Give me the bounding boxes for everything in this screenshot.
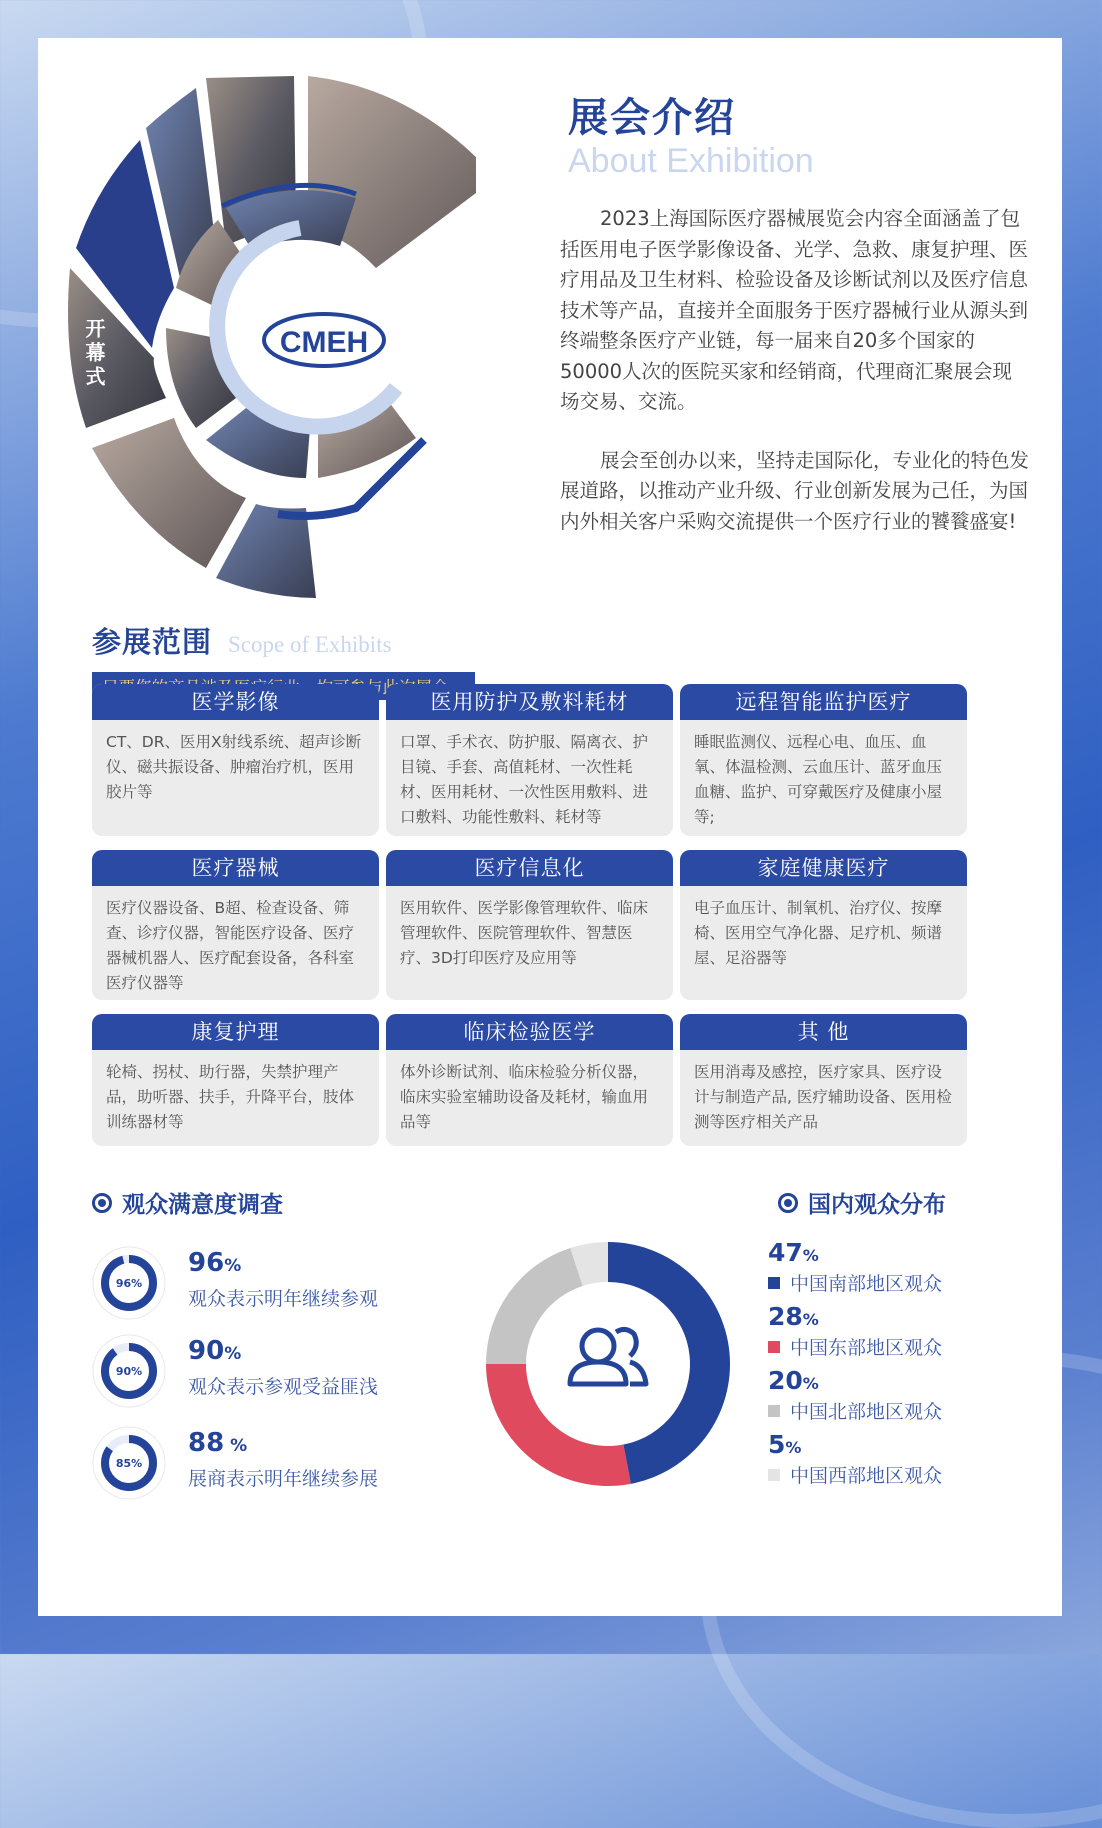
legend-swatch bbox=[768, 1405, 780, 1417]
category-text: 电子血压计、制氧机、治疗仪、按摩椅、医用空气净化器、足疗机、频谱屋、足浴器等 bbox=[694, 899, 943, 967]
category-text: 睡眠监测仪、远程心电、血压、血氧、体温检测、云血压计、蓝牙血压血糖、监护、可穿戴医疗及健康小屋等; bbox=[694, 733, 943, 826]
category-title: 医用防护及敷料耗材 bbox=[386, 684, 673, 720]
svg-text:85%: 85% bbox=[115, 1457, 143, 1470]
intro-paragraph: 展会至创办以来，坚持走国际化，专业化的特色发展道路，以推动产业升级、行业创新发展为己任，为国内外相关客户采购交流提供一个医疗行业的饕餮盛宴! bbox=[560, 448, 1030, 533]
category-box bbox=[680, 684, 967, 836]
legend-swatch bbox=[768, 1341, 780, 1353]
legend-item bbox=[768, 1238, 942, 1296]
svg-text:90%: 90% bbox=[115, 1365, 143, 1378]
category-text: 轮椅、拐杖、助行器，失禁护理产品，助听器、扶手，升降平台，肢体训练器材等 bbox=[106, 1063, 355, 1131]
category-box bbox=[92, 1014, 379, 1146]
category-title: 医疗信息化 bbox=[386, 850, 673, 886]
category-title: 家庭健康医疗 bbox=[680, 850, 967, 886]
legend-swatch bbox=[768, 1469, 780, 1481]
scope-subtitle: Scope of Exhibits bbox=[228, 632, 392, 657]
category-text: 体外诊断试剂、临床检验分析仪器，临床实验室辅助设备及耗材，输血用品等 bbox=[400, 1063, 649, 1131]
cmeh-logo-text: CMEH bbox=[279, 326, 369, 359]
category-box bbox=[680, 850, 967, 1000]
opening-label: 开幕式 bbox=[82, 318, 106, 390]
category-title: 其 他 bbox=[680, 1014, 967, 1050]
donut-slice bbox=[608, 1242, 730, 1484]
donut-slice bbox=[486, 1248, 583, 1364]
page-title: 展会介绍 bbox=[568, 95, 736, 141]
category-text: 医用软件、医学影像管理软件、临床管理软件、医院管理软件、智慧医疗、3D打印医疗及应用等 bbox=[400, 899, 649, 967]
legend-item bbox=[768, 1302, 942, 1360]
legend-label: 中国南部地区观众 bbox=[768, 1269, 942, 1296]
satisfaction-value: 88 % bbox=[188, 1428, 248, 1458]
photo-wheel bbox=[56, 68, 476, 628]
category-title: 临床检验医学 bbox=[386, 1014, 673, 1050]
category-box bbox=[386, 850, 673, 1000]
category-box bbox=[386, 684, 673, 836]
category-box bbox=[680, 1014, 967, 1146]
category-box bbox=[92, 850, 379, 1000]
category-box bbox=[386, 1014, 673, 1146]
bullet-icon bbox=[92, 1193, 112, 1213]
satisfaction-label: 观众表示明年继续参观 bbox=[188, 1288, 379, 1310]
distribution-donut-chart bbox=[478, 1234, 738, 1494]
legend-value: 20% bbox=[768, 1366, 819, 1395]
legend-item bbox=[768, 1430, 942, 1488]
page-subtitle: About Exhibition bbox=[568, 142, 814, 180]
distribution-title: 国内观众分布 bbox=[778, 1186, 946, 1219]
intro-text bbox=[560, 204, 1030, 565]
legend-swatch bbox=[768, 1277, 780, 1289]
legend-label: 中国北部地区观众 bbox=[768, 1397, 942, 1424]
legend-value: 47% bbox=[768, 1238, 819, 1267]
category-title: 医学影像 bbox=[92, 684, 379, 720]
users-icon bbox=[570, 1329, 646, 1384]
satisfaction-title: 观众满意度调查 bbox=[92, 1186, 283, 1219]
category-text: 医疗仪器设备、B超、检查设备、筛查、诊疗仪器，智能医疗设备、医疗器械机器人、医疗配套设备，各科室医疗仪器等 bbox=[106, 899, 355, 992]
category-title: 康复护理 bbox=[92, 1014, 379, 1050]
intro-paragraph: 2023上海国际医疗器械展览会内容全面涵盖了包括医用电子医学影像设备、光学、急救、康复护理、医疗用品及卫生材料、检验设备及诊断试剂以及医疗信息技术等产品，直接并全面服务于医疗器械行业从源头到终端整条医疗产业链，每一届来自20多个国家的50000人次的医院买家和经销商，代理商汇聚展会现场交易、交流。 bbox=[560, 207, 1029, 413]
satisfaction-value: 96% bbox=[188, 1248, 242, 1278]
category-text: 医用消毒及感控，医疗家具、医疗设计与制造产品, 医疗辅助设备、医用检测等医疗相关产品 bbox=[694, 1063, 952, 1131]
legend-value: 28% bbox=[768, 1302, 819, 1331]
satisfaction-ring bbox=[92, 1246, 166, 1320]
category-title: 医疗器械 bbox=[92, 850, 379, 886]
brochure-page bbox=[38, 38, 1062, 1616]
legend-item bbox=[768, 1366, 942, 1424]
legend-label: 中国西部地区观众 bbox=[768, 1461, 942, 1488]
category-text: CT、DR、医用X射线系统、超声诊断仪、磁共振设备、肿瘤治疗机，医用胶片等 bbox=[106, 733, 362, 801]
satisfaction-label: 观众表示参观受益匪浅 bbox=[188, 1376, 379, 1398]
category-text: 口罩、手术衣、防护服、隔离衣、护目镜、手套、高值耗材、一次性耗材、医用耗材、一次性医用敷料、进口敷料、功能性敷料、耗材等 bbox=[400, 733, 649, 826]
category-title: 远程智能监护医疗 bbox=[680, 684, 967, 720]
svg-text:96%: 96% bbox=[115, 1277, 143, 1290]
satisfaction-value: 90% bbox=[188, 1336, 242, 1366]
legend-label: 中国东部地区观众 bbox=[768, 1333, 942, 1360]
satisfaction-label: 展商表示明年继续参展 bbox=[188, 1468, 379, 1490]
category-box bbox=[92, 684, 379, 836]
satisfaction-ring bbox=[92, 1334, 166, 1408]
bullet-icon bbox=[778, 1193, 798, 1213]
satisfaction-ring bbox=[92, 1426, 166, 1500]
scope-title: 参展范围 bbox=[92, 625, 213, 659]
legend-value: 5% bbox=[768, 1430, 802, 1459]
